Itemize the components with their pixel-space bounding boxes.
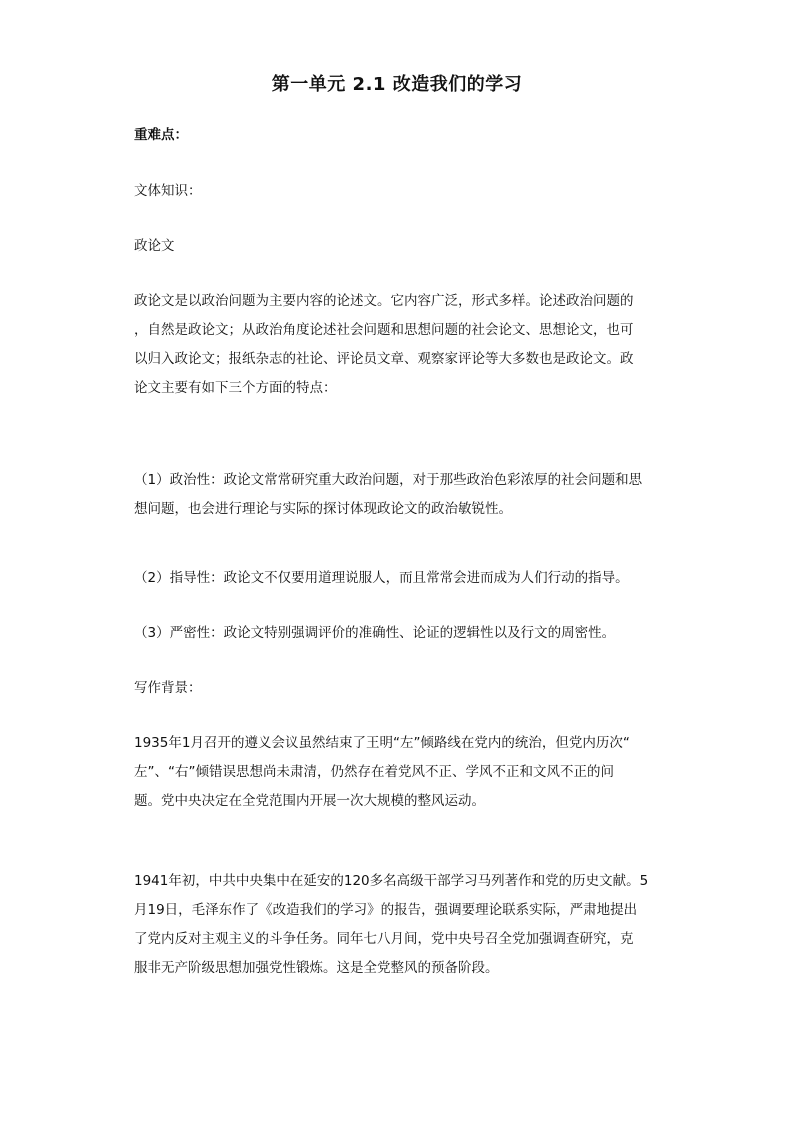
genre-description-paragraph	[134, 287, 662, 403]
paragraph-line: 左”、“右”倾错误思想尚未肃清，仍然存在着党风不正、学风不正和文风不正的问	[134, 764, 614, 780]
paragraph-line: 题。党中央决定在全党范围内开展一次大规模的整风运动。	[134, 793, 485, 809]
paragraph-line: 以归入政论文；报纸杂志的社论、评论员文章、观察家评论等大多数也是政论文。政	[134, 351, 634, 367]
background-heading: 写作背景：	[134, 680, 202, 696]
paragraph-line: 论文主要有如下三个方面的特点：	[134, 380, 337, 396]
key-points-heading: 重难点：	[134, 127, 188, 143]
feature-rigor-paragraph: （3）严密性：政论文特别强调评价的准确性、论证的逻辑性以及行文的周密性。	[134, 625, 616, 641]
genre-heading: 文体知识：	[134, 183, 202, 199]
paragraph-line: 想问题，也会进行理论与实际的探讨体现政论文的政治敏锐性。	[134, 501, 512, 517]
document-title: 第一单元 2.1 改造我们的学习	[271, 74, 523, 95]
feature-politics-paragraph	[134, 466, 662, 524]
background-paragraph-1	[134, 729, 662, 816]
feature-guidance-paragraph: （2）指导性：政论文不仅要用道理说服人，而且常常会进而成为人们行动的指导。	[134, 570, 629, 586]
paragraph-line: 服非无产阶级思想加强党性锻炼。这是全党整风的预备阶段。	[134, 960, 499, 976]
paragraph-line: （1）政治性：政论文常常研究重大政治问题，对于那些政治色彩浓厚的社会问题和思	[134, 472, 643, 488]
paragraph-line: 月19日，毛泽东作了《改造我们的学习》的报告，强调要理论联系实际，严肃地提出	[134, 902, 638, 918]
paragraph-line: 了党内反对主观主义的斗争任务。同年七八月间，党中央号召全党加强调查研究，克	[134, 931, 634, 947]
paragraph-line: 1935年1月召开的遵义会议虽然结束了王明“左”倾路线在党内的统治，但党内历次“	[134, 735, 630, 751]
genre-name: 政论文	[134, 238, 175, 254]
paragraph-line: 1941年初，中共中央集中在延安的120多名高级干部学习马列著作和党的历史文献。5	[134, 873, 649, 889]
paragraph-line: 政论文是以政治问题为主要内容的论述文。它内容广泛，形式多样。论述政治问题的	[134, 293, 634, 309]
paragraph-line: ，自然是政论文；从政治角度论述社会问题和思想问题的社会论文、思想论文，也可	[134, 322, 634, 338]
background-paragraph-2	[134, 867, 662, 983]
